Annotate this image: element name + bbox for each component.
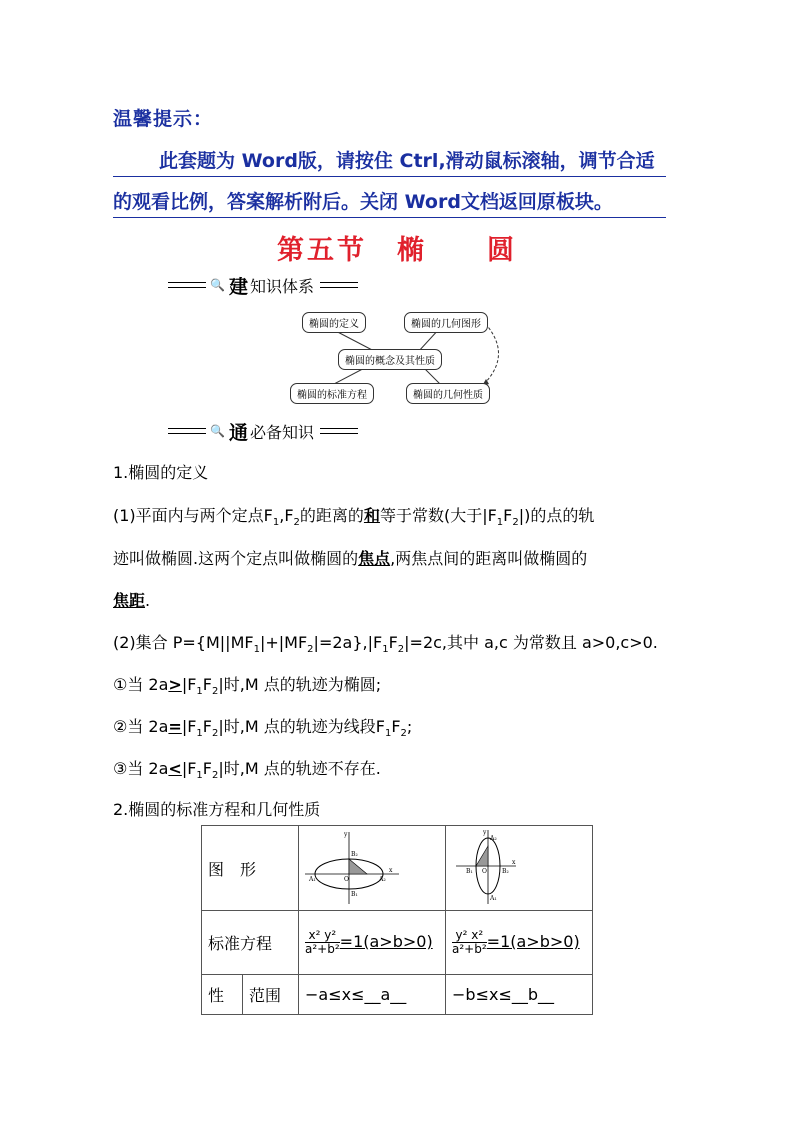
paragraph-line: (1)平面内与两个定点$F_1,F_2$的距离的和等于常数(大于$|F_1F_2|$)的点的轨 (113, 506, 595, 529)
svg-text:O: O (344, 876, 349, 883)
node-standard-equation: 椭圆的标准方程 (290, 383, 374, 404)
svg-text:B₁: B₁ (351, 891, 358, 898)
row-label-property: 性 (202, 975, 243, 1015)
term-sum: 和 (363, 506, 380, 525)
svg-text:y: y (483, 829, 487, 836)
band-label: 知识体系 (249, 276, 314, 296)
node-geometric-properties: 椭圆的几何性质 (406, 383, 490, 404)
band-label: 必备知识 (249, 422, 314, 442)
svg-text:y: y (344, 831, 348, 838)
node-concept-center: 椭圆的概念及其性质 (338, 349, 442, 370)
equation-horizontal: $\frac{\text{x² y²}}{\text{a²+b²}}$ =1(a>b>0) (299, 911, 446, 975)
heading-definition: 1.椭圆的定义 (113, 463, 209, 482)
magnifier-icon: 🔍 (210, 278, 225, 292)
node-geometric-figure: 椭圆的几何图形 (404, 312, 488, 333)
term-focus: 焦点 (358, 549, 391, 568)
band-essential-knowledge (168, 420, 358, 442)
tip-title: 温馨提示： (113, 108, 214, 130)
svg-text:A₁: A₁ (490, 895, 497, 902)
svg-text:x: x (389, 867, 393, 874)
node-definition: 椭圆的定义 (302, 312, 366, 333)
section-title: 第五节 椭 圆 (277, 235, 517, 266)
svg-text:B₂: B₂ (502, 868, 509, 875)
magnifier-icon: 🔍 (210, 424, 225, 438)
svg-text:x: x (512, 859, 516, 866)
svg-text:O: O (482, 868, 487, 875)
svg-text:B₂: B₂ (351, 851, 358, 858)
svg-text:A₂: A₂ (490, 835, 497, 842)
band-rule (168, 282, 206, 288)
band-rule (320, 282, 358, 288)
band-glyph: 通 (228, 421, 248, 444)
properties-table (201, 825, 593, 1015)
row-label-figure: 图 形 (202, 826, 299, 911)
row-label-range: 范围 (243, 975, 299, 1015)
concept-diagram (290, 306, 510, 402)
paragraph-line: 迹叫做椭圆.这两个定点叫做椭圆的焦点,两焦点间的距离叫做椭圆的 (113, 549, 588, 568)
term-focal-distance: 焦距 (113, 591, 146, 610)
paragraph-line: 焦距. (113, 591, 151, 610)
paragraph-line: (2)集合 $P=\{M||MF_1|+|MF_2|=2a\},|F_1F_2|=2c$,其中 a,c 为常数且 a>0,c>0. (113, 633, 658, 656)
band-glyph: 建 (228, 275, 248, 298)
tip-line-1: 此套题为 Word版，请按住 Ctrl,滑动鼠标滚轴，调节合适 (113, 146, 666, 177)
equation-vertical: $\frac{\text{y² x²}}{\text{a²+b²}}$ =1(a>b>0) (446, 911, 593, 975)
heading-standard-equation: 2.椭圆的标准方程和几何性质 (113, 800, 321, 819)
range-horizontal: −a≤x≤__a__ (299, 975, 446, 1015)
svg-text:B₁: B₁ (466, 868, 473, 875)
case-line: ①当 $2a>|F_1F_2|$时,M 点的轨迹为椭圆; (113, 675, 382, 698)
tip-line-2: 的观看比例，答案解析附后。关闭 Word文档返回原板块。 (113, 187, 666, 218)
row-label-standard-equation: 标准方程 (202, 911, 299, 975)
horizontal-ellipse-figure (299, 826, 446, 911)
svg-text:A₂: A₂ (379, 876, 386, 883)
band-rule (168, 428, 206, 434)
case-line: ③当 $2a<|F_1F_2|$时,M 点的轨迹不存在. (113, 759, 381, 782)
case-line: ②当 $2a=|F_1F_2|$时,M 点的轨迹为线段$F_1F_2$; (113, 717, 413, 740)
vertical-ellipse-figure (446, 826, 593, 911)
range-vertical: −b≤x≤__b__ (446, 975, 593, 1015)
band-rule (320, 428, 358, 434)
band-knowledge-system (168, 274, 358, 296)
svg-text:A₁: A₁ (309, 876, 316, 883)
